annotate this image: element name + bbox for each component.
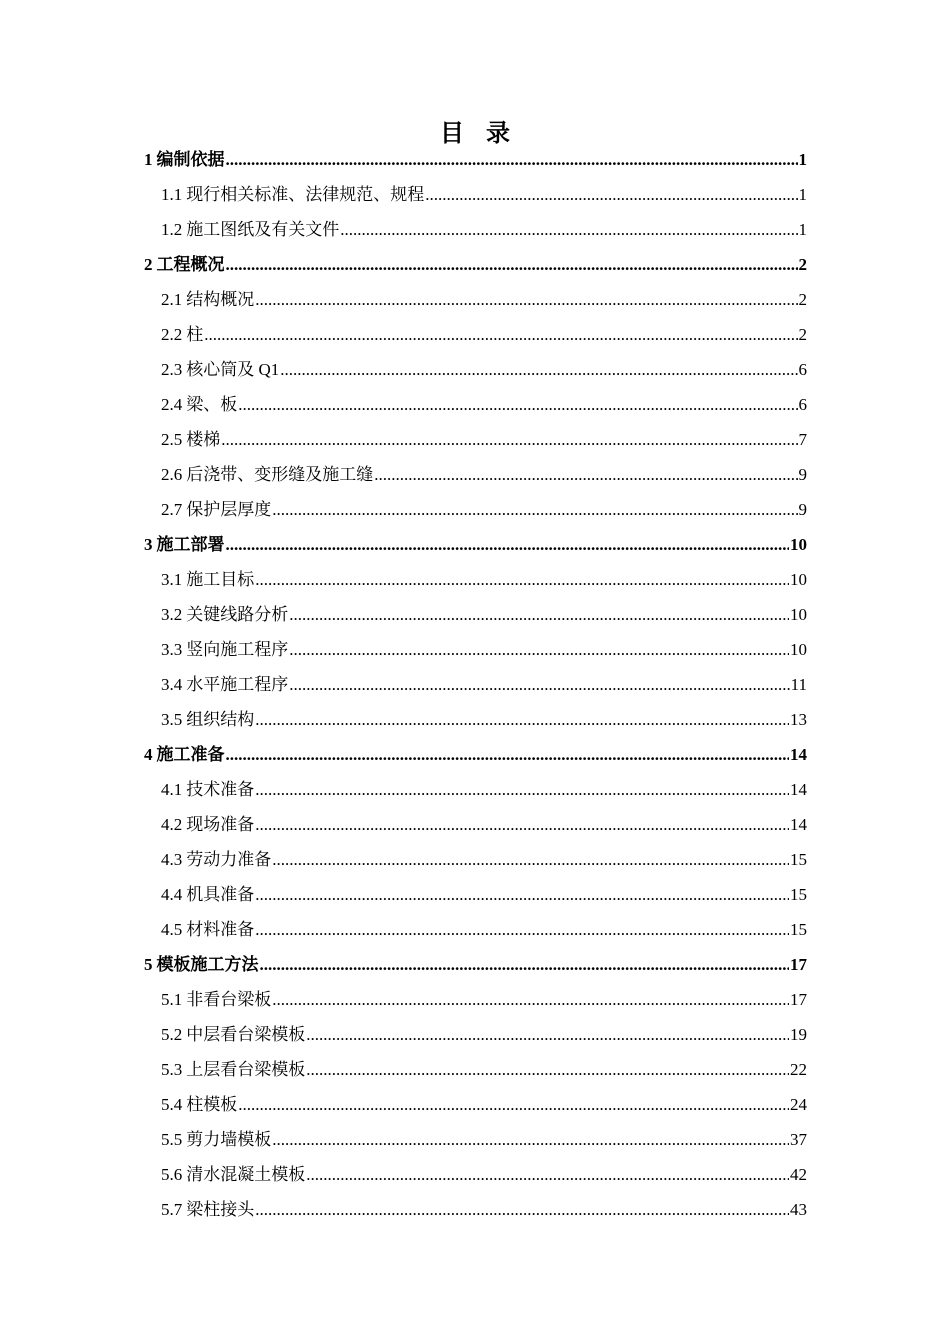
toc-entry-number: 5.7	[161, 1200, 183, 1219]
toc-entry-number: 3.5	[161, 710, 183, 729]
toc-dot-leader	[306, 1052, 789, 1087]
toc-entry-title: 楼梯	[186, 430, 221, 449]
toc-entry-title: 竖向施工程序	[186, 640, 289, 659]
toc-entry-title: 关键线路分析	[186, 605, 289, 624]
toc-page-number: 22	[790, 1060, 807, 1079]
toc-dot-leader	[425, 177, 797, 212]
toc-entry-title: 现行相关标准、法律规范、规程	[186, 185, 425, 204]
toc-entry-number: 4.2	[161, 815, 183, 834]
toc-dot-leader	[238, 1087, 789, 1122]
toc-page-number: 17	[790, 990, 807, 1009]
toc-entry-number: 4.1	[161, 780, 183, 799]
toc-entry-number: 1.1	[161, 185, 183, 204]
toc-page-number: 10	[790, 570, 807, 589]
toc-page-number: 15	[790, 920, 807, 939]
toc-page-number: 15	[790, 885, 807, 904]
toc-chapter-entry[interactable]	[144, 142, 807, 177]
toc-dot-leader	[255, 877, 789, 912]
toc-entry-title: 现场准备	[186, 815, 255, 834]
toc-entry-number: 4.5	[161, 920, 183, 939]
toc-entry-number: 2.2	[161, 325, 183, 344]
toc-section-entry[interactable]	[144, 1122, 807, 1157]
toc-dot-leader	[306, 1017, 789, 1052]
toc-entry-number: 5	[144, 955, 153, 974]
toc-entry-number: 4	[144, 745, 153, 764]
toc-section-entry[interactable]	[144, 212, 807, 247]
toc-page-number: 37	[790, 1130, 807, 1149]
toc-entry-title: 上层看台梁模板	[186, 1060, 306, 1079]
toc-section-entry[interactable]	[144, 877, 807, 912]
toc-section-entry[interactable]	[144, 807, 807, 842]
toc-dot-leader	[289, 597, 789, 632]
toc-page-number: 11	[790, 675, 807, 694]
toc-entry-number: 2	[144, 255, 153, 274]
toc-section-entry[interactable]	[144, 422, 807, 457]
toc-dot-leader	[289, 667, 789, 702]
toc-page-number: 6	[798, 360, 807, 379]
toc-entry-title: 工程概况	[156, 255, 225, 274]
toc-section-entry[interactable]	[144, 317, 807, 352]
toc-section-entry[interactable]	[144, 982, 807, 1017]
toc-dot-leader	[221, 422, 797, 457]
toc-page-number: 9	[798, 500, 807, 519]
toc-dot-leader	[272, 1122, 789, 1157]
toc-section-entry[interactable]	[144, 772, 807, 807]
toc-section-entry[interactable]	[144, 1157, 807, 1192]
toc-section-entry[interactable]	[144, 1017, 807, 1052]
toc-section-entry[interactable]	[144, 842, 807, 877]
toc-page-number: 10	[790, 640, 807, 659]
toc-entry-title: 组织结构	[186, 710, 255, 729]
toc-dot-leader	[226, 527, 790, 562]
toc-entry-number: 3.4	[161, 675, 183, 694]
toc-dot-leader	[255, 1192, 789, 1227]
toc-entry-number: 2.5	[161, 430, 183, 449]
toc-entry-title: 柱	[186, 325, 204, 344]
toc-entry-title: 中层看台梁模板	[186, 1025, 306, 1044]
toc-page-number: 1	[798, 150, 807, 169]
toc-page-number: 6	[798, 395, 807, 414]
toc-section-entry[interactable]	[144, 492, 807, 527]
toc-page-number: 1	[798, 220, 807, 239]
toc-entry-number: 2.1	[161, 290, 183, 309]
toc-chapter-entry[interactable]	[144, 247, 807, 282]
toc-entry-title: 保护层厚度	[186, 500, 272, 519]
toc-page-number: 14	[790, 780, 807, 799]
toc-page-number: 13	[790, 710, 807, 729]
toc-title: 目录	[440, 121, 532, 147]
toc-entry-number: 4.4	[161, 885, 183, 904]
toc-entry-number: 5.1	[161, 990, 183, 1009]
toc-entry-number: 3.3	[161, 640, 183, 659]
toc-dot-leader	[280, 352, 797, 387]
toc-entry-title: 技术准备	[186, 780, 255, 799]
toc-entry-title: 水平施工程序	[186, 675, 289, 694]
toc-entry-title: 后浇带、变形缝及施工缝	[186, 465, 374, 484]
toc-chapter-entry[interactable]	[144, 947, 807, 982]
toc-page-number: 10	[790, 605, 807, 624]
toc-page-number: 9	[798, 465, 807, 484]
toc-section-entry[interactable]	[144, 1052, 807, 1087]
toc-dot-leader	[272, 842, 789, 877]
toc-entry-number: 3	[144, 535, 153, 554]
toc-entry-title: 施工部署	[156, 535, 225, 554]
toc-entry-title: 柱模板	[186, 1095, 238, 1114]
toc-entry-number: 5.2	[161, 1025, 183, 1044]
toc-dot-leader	[204, 317, 797, 352]
toc-section-entry[interactable]	[144, 282, 807, 317]
toc-entry-number: 3.2	[161, 605, 183, 624]
toc-chapter-entry[interactable]	[144, 527, 807, 562]
toc-page-number: 2	[798, 290, 807, 309]
toc-dot-leader	[255, 282, 797, 317]
toc-entry-title: 梁柱接头	[186, 1200, 255, 1219]
toc-entry-title: 剪力墙模板	[186, 1130, 272, 1149]
toc-entry-title: 结构概况	[186, 290, 255, 309]
toc-dot-leader	[255, 702, 789, 737]
toc-entry-number: 2.4	[161, 395, 183, 414]
toc-dot-leader	[226, 247, 798, 282]
toc-entry-number: 5.5	[161, 1130, 183, 1149]
toc-dot-leader	[340, 212, 797, 247]
toc-page-number: 17	[790, 955, 807, 974]
toc-section-entry[interactable]	[144, 562, 807, 597]
toc-entry-title: 编制依据	[156, 150, 225, 169]
toc-entry-title: 材料准备	[186, 920, 255, 939]
toc-section-entry[interactable]	[144, 702, 807, 737]
toc-dot-leader	[226, 142, 798, 177]
toc-section-entry[interactable]	[144, 1087, 807, 1122]
toc-page-number: 14	[790, 745, 807, 764]
toc-entry-title: 机具准备	[186, 885, 255, 904]
toc-entry-title: 核心筒及 Q1	[186, 360, 280, 379]
toc-entry-number: 2.3	[161, 360, 183, 379]
toc-section-entry[interactable]	[144, 597, 807, 632]
toc-entry-number: 3.1	[161, 570, 183, 589]
toc-dot-leader	[226, 737, 790, 772]
toc-entry-title: 非看台梁板	[186, 990, 272, 1009]
toc-dot-leader	[255, 912, 789, 947]
toc-entry-title: 施工准备	[156, 745, 225, 764]
toc-chapter-entry[interactable]	[144, 737, 807, 772]
toc-section-entry[interactable]	[144, 1192, 807, 1227]
toc-entry-number: 5.3	[161, 1060, 183, 1079]
toc-entry-number: 5.4	[161, 1095, 183, 1114]
toc-dot-leader	[272, 982, 789, 1017]
toc-page-number: 15	[790, 850, 807, 869]
toc-page-number: 14	[790, 815, 807, 834]
toc-entry-number: 2.7	[161, 500, 183, 519]
toc-section-entry[interactable]	[144, 667, 807, 702]
toc-dot-leader	[255, 772, 789, 807]
toc-entry-title: 施工图纸及有关文件	[186, 220, 340, 239]
toc-section-entry[interactable]	[144, 457, 807, 492]
toc-entry-number: 5.6	[161, 1165, 183, 1184]
toc-dot-leader	[238, 387, 797, 422]
toc-entry-number: 4.3	[161, 850, 183, 869]
toc-entry-title: 模板施工方法	[156, 955, 259, 974]
toc-page-number: 42	[790, 1165, 807, 1184]
toc-page-number: 2	[798, 325, 807, 344]
toc-dot-leader	[289, 632, 789, 667]
toc-section-entry[interactable]	[144, 387, 807, 422]
toc-page-number: 24	[790, 1095, 807, 1114]
toc-dot-leader	[255, 807, 789, 842]
toc-page-number: 2	[798, 255, 807, 274]
toc-section-entry[interactable]	[144, 912, 807, 947]
toc-list	[144, 142, 807, 1227]
toc-entry-title: 梁、板	[186, 395, 238, 414]
toc-page-number: 43	[790, 1200, 807, 1219]
toc-section-entry[interactable]	[144, 352, 807, 387]
toc-entry-number: 2.6	[161, 465, 183, 484]
toc-page-number: 7	[798, 430, 807, 449]
toc-page-number: 1	[798, 185, 807, 204]
toc-page-number: 10	[790, 535, 807, 554]
toc-section-entry[interactable]	[144, 632, 807, 667]
toc-page-number: 19	[790, 1025, 807, 1044]
toc-entry-title: 施工目标	[186, 570, 255, 589]
toc-entry-number: 1.2	[161, 220, 183, 239]
toc-entry-number: 1	[144, 150, 153, 169]
toc-dot-leader	[260, 947, 790, 982]
toc-dot-leader	[374, 457, 797, 492]
toc-entry-title: 劳动力准备	[186, 850, 272, 869]
toc-entry-title: 清水混凝土模板	[186, 1165, 306, 1184]
toc-dot-leader	[255, 562, 789, 597]
toc-dot-leader	[272, 492, 797, 527]
toc-section-entry[interactable]	[144, 177, 807, 212]
toc-dot-leader	[306, 1157, 789, 1192]
